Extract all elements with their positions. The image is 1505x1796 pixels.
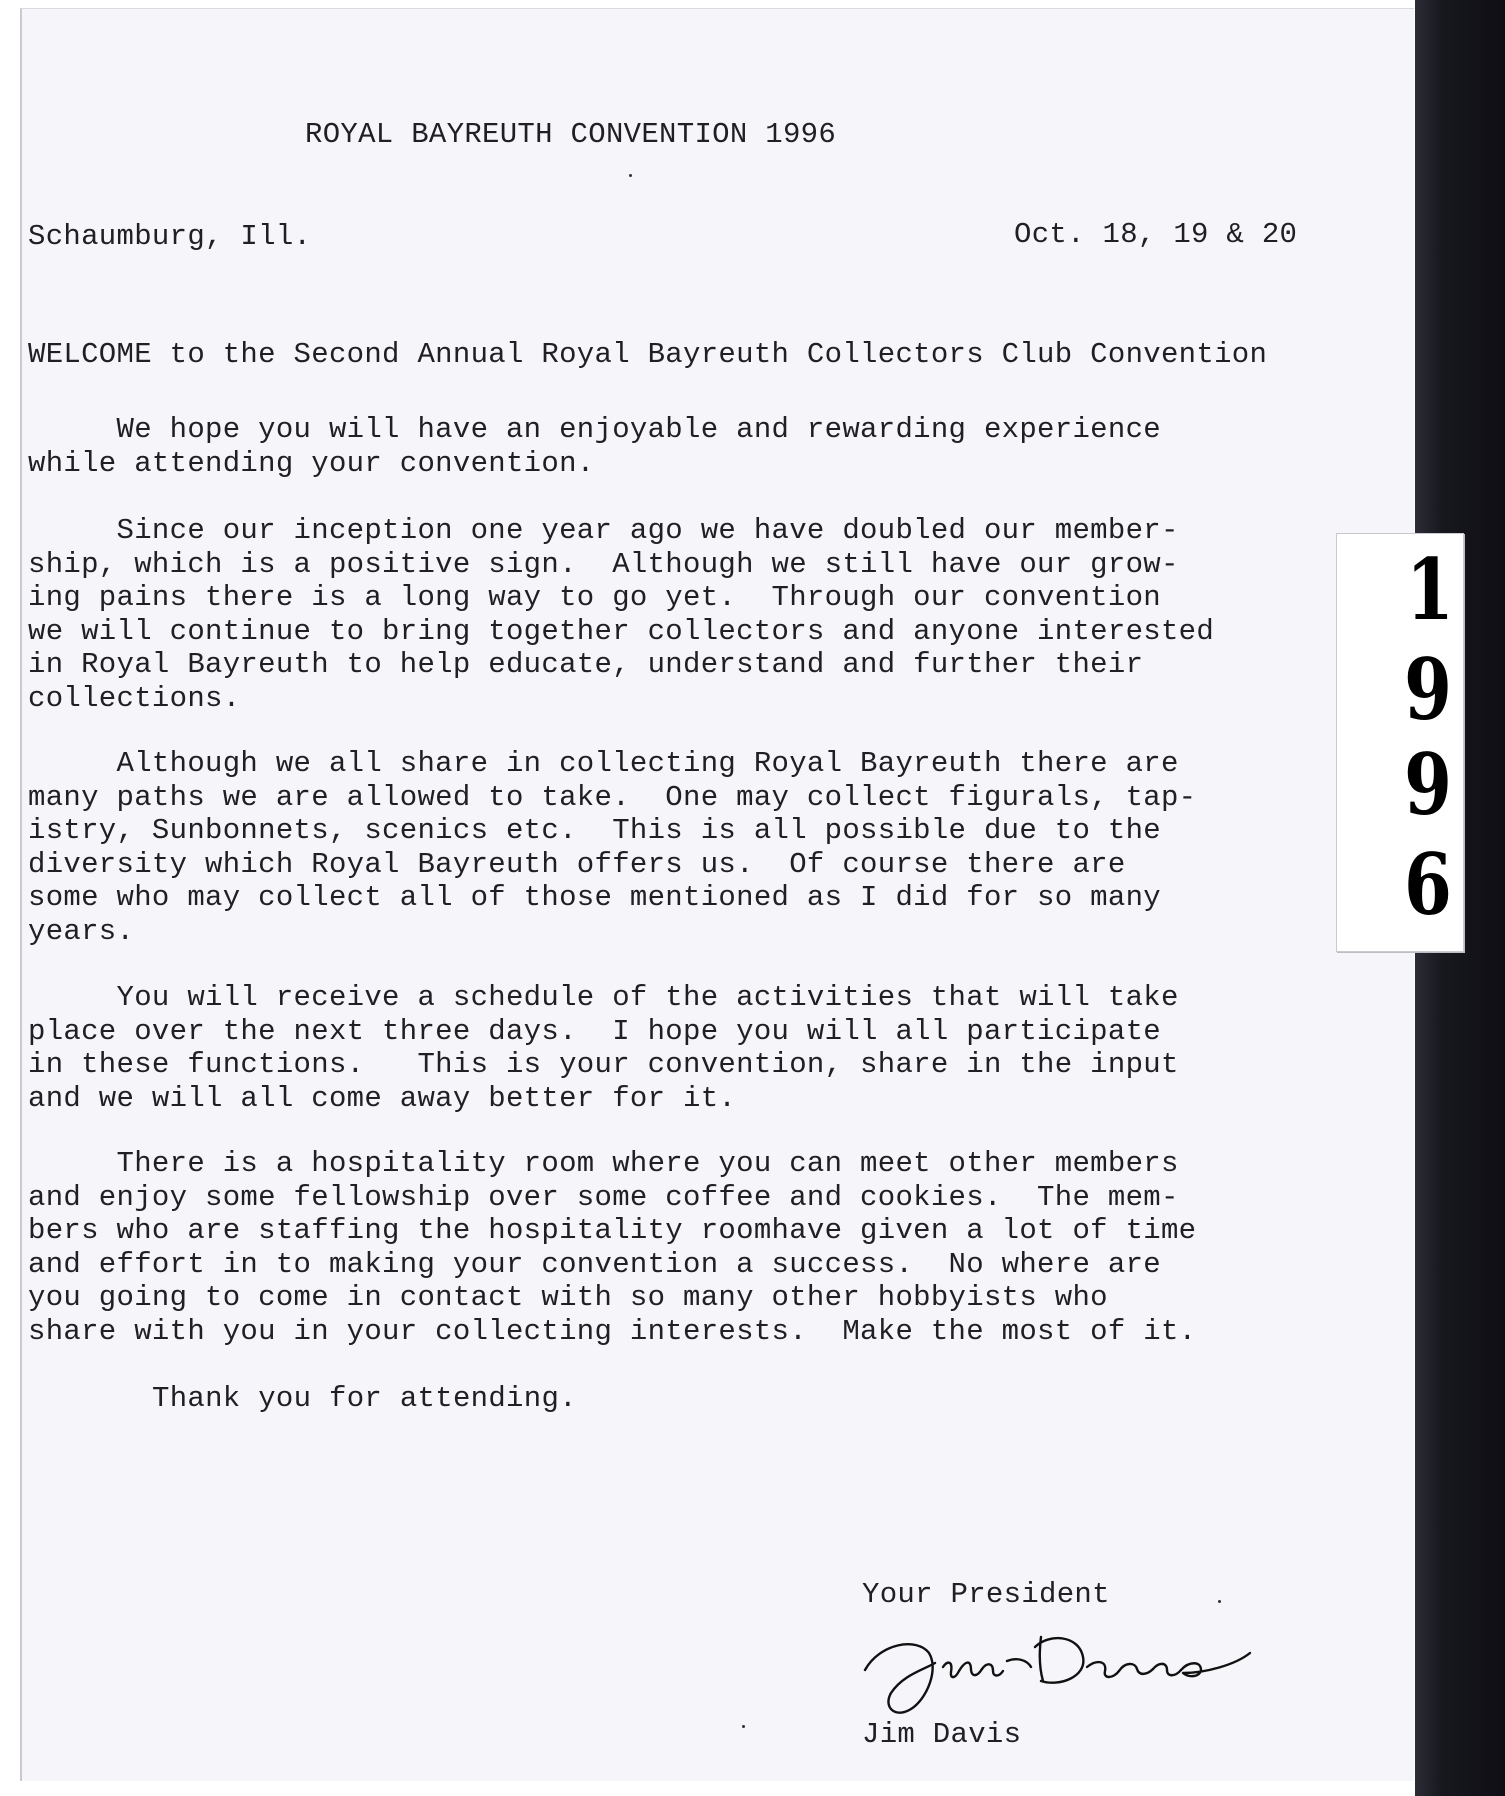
document-title: ROYAL BAYREUTH CONVENTION 1996: [305, 118, 837, 151]
year-digit-1: 1: [1406, 540, 1454, 639]
dust-speck: [742, 1725, 745, 1728]
year-digit-2: 9: [1404, 640, 1452, 739]
year-digit-4: 6: [1404, 835, 1452, 934]
event-location: Schaumburg, Ill.: [28, 220, 312, 253]
thanks-line: Thank you for attending.: [152, 1382, 577, 1415]
handwritten-signature: [855, 1615, 1255, 1725]
dust-speck: [629, 174, 632, 177]
year-digit-3: 9: [1404, 735, 1452, 834]
paragraph-5: There is a hospitality room where you can meet other members and enjoy some fellowship over some coffee and cookies. The mem- bers who are staffing the hospitality roomhave given a lot of time and effort in to making your convention a success. No where are you going to come in contact with so many other hobbyists who share with you in your collecting interests. Make the most of it.: [28, 1147, 1197, 1348]
signer-name: Jim Davis: [862, 1718, 1022, 1751]
dust-speck: [1218, 1600, 1221, 1603]
paragraph-2: Since our inception one year ago we have doubled our member- ship, which is a positive sign. Although we still have our grow- ing pains there is a long way to go yet. Through our convention we will continue to bring together collectors and anyone interested in Royal Bayreuth to help educate, understand and further their collections.: [28, 514, 1215, 715]
closing-title: Your President: [862, 1578, 1110, 1611]
paragraph-1: We hope you will have an enjoyable and rewarding experience while attending your convention.: [28, 413, 1161, 480]
welcome-line: WELCOME to the Second Annual Royal Bayreuth Collectors Club Convention: [28, 338, 1268, 371]
paragraph-4: You will receive a schedule of the activities that will take place over the next three days. I hope you will all participate in these functions. This is your convention, share in the input and we will all come away better for it.: [28, 981, 1179, 1115]
event-dates: Oct. 18, 19 & 20: [1014, 218, 1298, 251]
paragraph-3: Although we all share in collecting Royal Bayreuth there are many paths we are allowed to take. One may collect figurals, tap- istry, Sunbonnets, scenics etc. This is all possible due to the diversity which Royal Bayreuth offers us. Of course there are some who may collect all of those mentioned as I did for so many years.: [28, 747, 1197, 948]
